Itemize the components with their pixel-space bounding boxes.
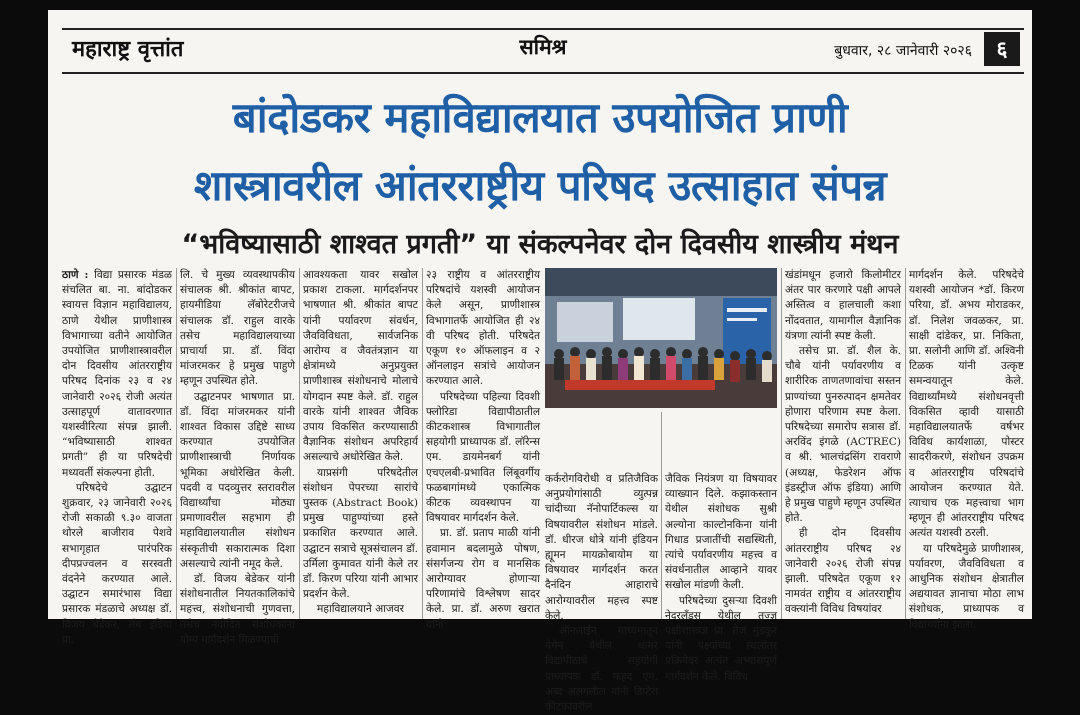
- article-paragraph: लि. चे मुख्य व्यवस्थापकीय संचालक श्री. श्रीकांत बापट, हायमीडिया लॅबोरेटरीजचे संचालक डॉ. राहुल वारके तसेच महाविद्यालयाच्या प्राचार्या प्रा. डॉ. विंदा मांजरमकर हे प्रमुख पाहुणे म्हणून उपस्थित होते.: [180, 269, 295, 388]
- paper-name: महाराष्ट्र वृत्तांत: [72, 36, 184, 62]
- headline-line-2: शास्त्रावरील आंतरराष्ट्रीय परिषद उत्साहात संपन्न: [193, 161, 887, 210]
- article-column-1: [62, 268, 172, 646]
- article-paragraph: महाविद्यालयाने आजवर: [317, 603, 404, 616]
- article-paragraph: या परिषदेमुळे प्राणीशास्त्र, पर्यावरण, जैवविविधता व आधुनिक संशोधन क्षेत्रातील अद्ययावत ज्ञानाचा मोठा लाभ संशोधक, प्राध्यापक व विद्यार्थ्यांना झाला.: [909, 542, 1024, 631]
- article-paragraph: आवश्यकता यावर सखोल प्रकाश टाकला. मार्गदर्शनपर भाषणात श्री. श्रीकांत बापट यांनी पर्यावरण संवर्धन, जैवविविधता, सार्वजनिक आरोग्य व जैवतंत्रज्ञान या क्षेत्रांमध्ये अनुप्रयुक्त प्राणीशास्त्र संशोधनाचे मोलाचे योगदान स्पष्ट केले. डॉ. राहुल वारके यांनी शाश्वत जैविक उपाय विकसित करण्यासाठी वैज्ञानिक संशोधन अपरिहार्य असल्याचे अधोरेखित केले.: [303, 269, 418, 464]
- article-paragraph: [62, 268, 172, 481]
- conference-group-photo: [545, 268, 777, 408]
- column-divider: [905, 268, 906, 619]
- article-column-8: [909, 268, 1024, 631]
- subheadline: “भविष्यासाठी शाश्वत प्रगती” या संकल्पनेवर दोन दिवसीय शास्त्रीय मंथन: [181, 229, 899, 260]
- article-column-7: [785, 268, 901, 619]
- article-paragraph: कर्करोगविरोधी व प्रतिजैविक अनुप्रयोगांसाठी व्युत्पन्न चांदीच्या नॅनोपार्टिकल्स या विषयावरील संशोधन मांडले. डॉ. धीरज धोत्रे यांनी इंडियन ह्यूमन मायक्रोबायोम या विषयावर मार्गदर्शन करत दैनंदिन आहाराचे आरोग्यावरील महत्त्व स्पष्ट केले.: [545, 473, 658, 622]
- article-paragraph: ही दोन दिवसीय आंतरराष्ट्रीय परिषद २४ जानेवारी २०२६ रोजी संपन्न झाली. परिषदेत एकूण १२ नामवंत राष्ट्रीय व आंतरराष्ट्रीय वक्त्यांनी विविध विषयांवर: [785, 527, 901, 616]
- dateline: ठाणे :: [62, 269, 89, 281]
- column-divider: [422, 268, 423, 619]
- page-number: ६: [984, 32, 1020, 66]
- article-paragraph: परिषदेच्या पहिल्या दिवशी फ्लोरिडा विद्यापीठातील कीटकशास्त्र विभागातील सहयोगी प्राध्यापक डॉ. लॉरेन्स एम. डायमेनबर्ग यांनी एचएलबी-प्रभावित लिंबूवर्गीय फळबागांमध्ये एकात्मिक कीटक व्यवस्थापन या विषयावर मार्गदर्शन केले.: [426, 390, 540, 525]
- article-paragraph: ऑनलाईन माध्यमातून येमेन येथील थामर विद्यापीठाचे सहयोगी प्राध्यापक डॉ. फहद एम. अब्द अलगलील यांनी डिप्टेरा कीटकांवरील: [545, 625, 658, 714]
- newspaper-page: [48, 10, 1032, 714]
- article-column-2: [180, 268, 295, 646]
- article-paragraph: जैविक नियंत्रण या विषयावर व्याख्यान दिले. कझाकस्तान येथील संशोधक सुश्री अल्योना काल्टोनकिना यांनी गिधाड प्रजातींची सद्यस्थिती, त्यांचे पर्यावरणीय महत्त्व व संवर्धनातील आव्हाने यावर सखोल मांडणी केली.: [665, 473, 777, 592]
- section-name: समिश्र: [519, 34, 567, 59]
- column-divider: [661, 412, 662, 619]
- column-divider: [176, 268, 177, 619]
- column-divider: [299, 268, 300, 619]
- article-column-6: [665, 472, 777, 683]
- article-paragraph: खंडांमधून हजारो किलोमीटर अंतर पार करणारे पक्षी आपले अस्तित्व व हालचाली कशा नोंदवतात, यामागील वैज्ञानिक यंत्रणा त्यांनी स्पष्ट केली.: [785, 269, 901, 342]
- article-column-4: [426, 268, 540, 631]
- article-paragraph: २३ राष्ट्रीय व आंतरराष्ट्रीय परिषदांचे यशस्वी आयोजन केले असून, प्राणीशास्त्र विभागातर्फे आयोजित ही २४ वी परिषद होती. परिषदेत एकूण १० ऑफलाइन व २ ऑनलाइन सत्रांचे आयोजन करण्यात आले.: [426, 269, 540, 388]
- article-paragraph: मार्गदर्शन केले. परिषदेचे यशस्वी आयोजन *डॉ. किरण परिया, डॉ. अभय मोराडकर, डॉ. निलेश जवळकर, प्रा. साक्षी दांडेकर, प्रा. निकिता, प्रा. सलोनी आणि डॉ. अश्विनी टिळक यांनी उत्कृष्ट समन्वयातून केले. विद्यार्थ्यांमध्ये संशोधनवृत्ती विकसित व्हावी यासाठी महाविद्यालयातर्फे वर्षभर विविध कार्यशाळा, पोस्टर सादरीकरणे, संशोधन उपक्रम व आंतरराष्ट्रीय परिषदांचे आयोजन करण्यात येते. त्याचाच एक महत्त्वाचा भाग म्हणून ही आंतरराष्ट्रीय परिषद अत्यंत यशस्वी ठरली.: [909, 269, 1024, 540]
- column-divider: [781, 268, 782, 619]
- paragraph-text: विद्या प्रसारक मंडळ संचलित बा. ना. बांदोडकर स्वायत्त विज्ञान महाविद्यालय, ठाणे येथील प्राणीशास्त्र विभागाच्या वतीने आयोजित उपयोजित प्राणीशास्त्रावरील दोन दिवसीय आंतरराष्ट्रीय परिषद दिनांक २३ व २४ जानेवारी २०२६ रोजी अत्यंत उत्साहपूर्ण वातावरणात यशस्वीरित्या संपन्न झाली. “भविष्यासाठी शाश्वत प्रगती” ही या परिषदेची मध्यवर्ती संकल्पना होती.: [62, 269, 172, 479]
- headline-line-1: बांदोडकर महाविद्यालयात उपयोजित प्राणी: [232, 93, 848, 142]
- article-paragraph: तसेच प्रा. डॉ. शैल के. चौबे यांनी पर्यावरणीय व शारीरिक ताणतणावांचा सस्तन प्राण्यांच्या पुनरुत्पादन क्षमतेवर होणारा परिणाम स्पष्ट केला. परिषदेच्या समारोप सत्रास डॉ. अरविंद इंगळे (ACTREC) व श्री. भालचंद्रसिंग रावराणे (अध्यक्ष, फेडरेशन ऑफ इंडस्ट्रीज ऑफ इंडिया) आणि हे प्रमुख पाहुणे म्हणून उपस्थित होते.: [785, 345, 901, 525]
- article-paragraph: प्रा. डॉ. प्रताप माळी यांनी हवामान बदलामुळे पोषण, संसर्गजन्य रोग व मानसिक आरोग्यावर होणाऱ्या परिणामांचे विश्लेषण सादर केले. प्रा. डॉ. अरुण खरात यांनी: [426, 527, 540, 631]
- article-paragraph: याप्रसंगी परिषदेतील संशोधन पेपरच्या सारांचे पुस्तक (Abstract Book) प्रमुख पाहुण्यांच्या हस्ते प्रकाशित करण्यात आले. उद्घाटन सत्राचे सूत्रसंचालन डॉ. उर्मिला कुमावत यांनी केले तर डॉ. किरण परिया यांनी आभार प्रदर्शन केले.: [303, 466, 418, 601]
- masthead: [62, 28, 1024, 74]
- article-paragraph: परिषदेचे उद्घाटन शुक्रवार, २३ जानेवारी २०२६ रोजी सकाळी ९.३० वाजता थोरले बाजीराव पेशवे सभागृहात पारंपरिक दीपप्रज्वलन व सरस्वती वंदनेने करण्यात आले. उद्घाटन समारंभास विद्या प्रसारक मंडळाचे अध्यक्ष डॉ. विजय बेडेकर, लँब इंडिया प्रा.: [62, 481, 172, 646]
- article-paragraph: उद्घाटनपर भाषणात प्रा. डॉ. विंदा मांजरमकर यांनी शाश्वत विकास उद्दिष्टे साध्य करण्यात उपयोजित प्राणीशास्त्राची निर्णायक भूमिका अधोरेखित केली. पदवी व पदव्युत्तर स्तरावरील विद्यार्थ्यांचा मोठ्या प्रमाणावरील सहभाग ही महाविद्यालयातील संशोधन संस्कृतीची सकारात्मक दिशा असल्याचे त्यांनी नमूद केले.: [180, 390, 295, 570]
- article-paragraph: परिषदेच्या दुसऱ्या दिवशी नेदरलँड्स येथील तज्ज्ञ पक्षीशास्त्रज्ञ प्रा. तेज मुंडकुर यांनी पक्ष्यांच्या स्थलांतर प्रक्रियेवर अत्यंत अभ्यासपूर्ण मार्गदर्शन केले. विविध: [665, 594, 777, 683]
- group-photo-illustration: [545, 268, 777, 408]
- article-column-5: [545, 472, 658, 714]
- article-column-3: [303, 268, 418, 619]
- issue-date: बुधवार, २८ जानेवारी २०२६: [834, 43, 972, 59]
- article-paragraph: डॉ. विजय बेडेकर यांनी संशोधनातील नियतकालिकांचे महत्त्व, संशोधनाची गुणवत्ता, तसेच नवोदित संशोधकांना योग्य मार्गदर्शन मिळण्याची: [180, 573, 295, 646]
